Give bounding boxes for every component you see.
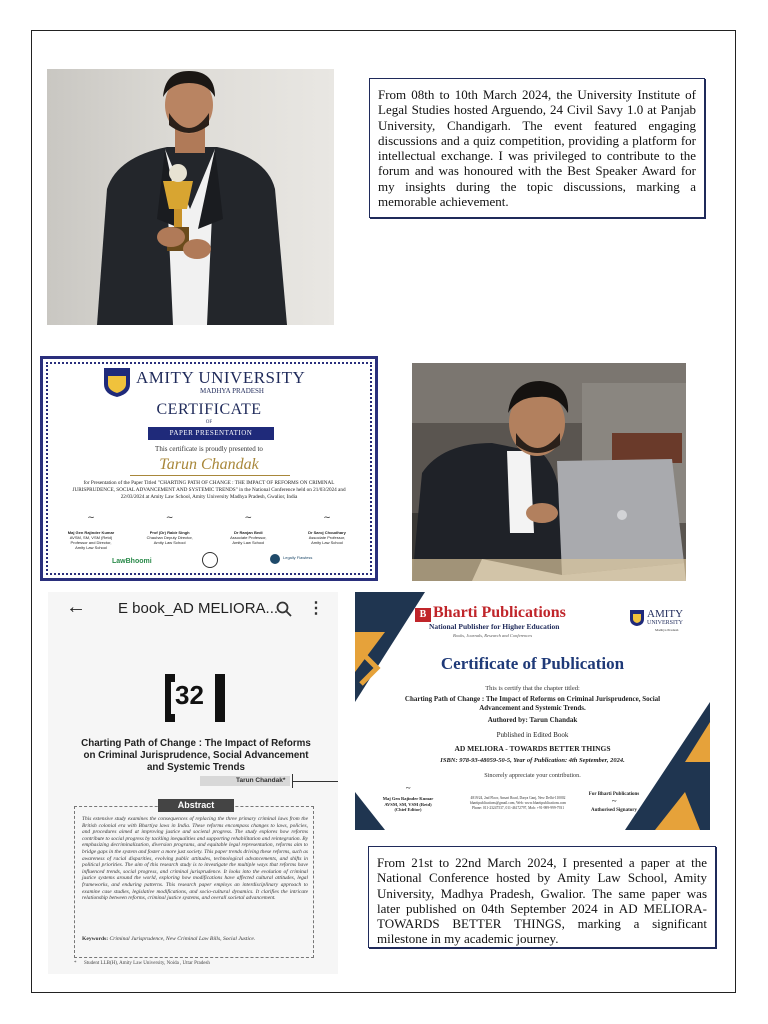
cert1-sig-line: Associate Professor, xyxy=(230,535,267,540)
event-description-text: From 08th to 10th March 2024, the University Institute of Legal Studies hosted Arguendo, 24 Civil Savy 1.0 at Panjab University, Chandigarh. The event featured engaging discussions and a quiz competition, providing a platform for intellectual exchange. I was privileged to contribute to the forum and was honoured with the Best Speaker Award for my insights during the topic discussions, marking a memorable achievement. xyxy=(378,87,696,210)
footnote: * Student LLB(H), Amity Law University, Noida , Uttar Pradesh xyxy=(74,961,210,966)
amity-shield-icon xyxy=(102,366,132,398)
cert2-auth-signatory: Authorised Signatory xyxy=(591,808,637,813)
cert2-signature-left: ~ Maj Gen Rajinder Kumar AVSM, SM, VSM (Retd) (Chief Editor) xyxy=(373,786,443,813)
cert1-signatory: ~ Dr Saroj Choudhary Associate Professor, Amity Law School xyxy=(290,516,364,556)
cert2-publisher-sub: Books, Journals, Research and Conferences xyxy=(453,633,533,638)
cert2-publisher: Bharti Publications xyxy=(433,604,566,621)
cert2-address xyxy=(453,796,583,811)
cert1-sponsor-logo-icon xyxy=(270,554,280,564)
cert1-signatory: ~ Prof (Dr) Rabir Singh Chauhan Deputy Director, Amity Law School xyxy=(133,516,207,556)
cert1-sig-name: Prof (Dr) Rabir Singh xyxy=(149,530,190,535)
cert1-of: OF xyxy=(205,420,213,425)
cert2-sig1-name: Maj Gen Rajinder Kumar xyxy=(382,796,434,801)
conference-description-text: From 21st to 22nd March 2024, I presented a paper at the National Conference hosted by Amity Law School, Amity University, Madhya Pradesh, Gwalior. The same paper was later published on 04th September 2024 in AD MELIORA-TOWARDS BETTER THINGS, marking a significant milestone in my academic journey. xyxy=(377,855,707,947)
cert2-isbn: ISBN: 978-93-48059-50-5, Year of Publication: 4th September, 2024. xyxy=(440,757,625,764)
cert2-sig1-line2: AVSM, SM, VSM (Retd) xyxy=(384,801,432,807)
amity-shield-icon xyxy=(629,609,645,627)
cert1-name-underline xyxy=(130,475,290,476)
chapter-heading: Charting Path of Change : The Impact of Reforms on Criminal Jurisprudence, Social Advancement and Systemic Trends xyxy=(81,738,311,773)
cert2-appreciate: Sincerely appreciate your contribution. xyxy=(484,772,581,779)
author-line xyxy=(292,781,338,782)
cert1-sig-line: Professor and Director, xyxy=(70,540,112,545)
cert2-authored: Authored by: Tarun Chandak xyxy=(487,716,578,724)
cert2-publisher-tag: National Publisher for Higher Education xyxy=(429,622,560,631)
ebook-page xyxy=(48,592,338,974)
certificate-paper-presentation xyxy=(40,356,378,581)
cert2-amity: AMITY xyxy=(647,608,684,620)
cert1-seal-icon xyxy=(202,552,218,568)
cert1-sponsor-legally: Legally Flawless xyxy=(283,555,313,560)
cert2-book: AD MELIORA - TOWARDS BETTER THINGS xyxy=(454,744,611,753)
cert1-sig-name: Maj Gen Rajinder Kumar xyxy=(67,530,115,535)
back-arrow-icon[interactable]: ← xyxy=(66,596,86,618)
cert2-amity-region: Madhya Pradesh xyxy=(655,628,679,632)
author-line-tick xyxy=(292,774,293,788)
certificate-publication xyxy=(355,592,710,830)
cert1-region: MADHYA PRADESH xyxy=(200,387,264,395)
chapter-author: Tarun Chandak* xyxy=(236,777,286,784)
keywords-row xyxy=(82,936,308,942)
cert1-sponsor-lawbhoomi: LawBhoomi xyxy=(112,558,152,565)
more-options-icon[interactable]: ⋮ xyxy=(308,600,324,617)
cert1-title: CERTIFICATE xyxy=(156,401,262,418)
ebook-app-title: E book_AD MELIORA... xyxy=(118,600,279,617)
cert2-amity-university: UNIVERSITY xyxy=(647,620,683,626)
cert1-university: AMITY UNIVERSITY xyxy=(136,368,306,387)
cert2-address-line: bhartipublications@gmail.com, Web: www.bhartipublications.com xyxy=(469,801,567,805)
conference-description-box xyxy=(368,846,716,948)
cert1-body: for Presentation of the Paper Titled "CHARTING PATH OF CHANGE : THE IMPACT OF REFORMS ON CRIMINAL JURISPRUDENCE, SOCIAL ADVANCEMENT AND SYSTEMIC TRENDS" in the National Conference held on 21/03/2024 and 22/03/2024 at Amity Law School, Amity University Madhya Pradesh, Gwalior, India xyxy=(72,480,346,500)
abstract-label-bg xyxy=(158,799,234,812)
cert1-sig-name: Dr Saroj Choudhary xyxy=(308,530,346,535)
abstract-label: Abstract xyxy=(177,800,215,810)
cert1-ribbon xyxy=(148,427,274,440)
cert1-sig-line: Amity Law School xyxy=(311,540,343,545)
cert1-ribbon-label: PAPER PRESENTATION xyxy=(169,429,253,437)
cert2-address-line: 4819/24, 2nd Floor, Ansari Road, Darya Ganj, New Delhi-110002 xyxy=(470,796,566,800)
cert2-published-in: Published in Edited Book xyxy=(496,731,569,739)
cert1-sig-line: Amity Law School xyxy=(153,540,186,545)
cert2-sig1-line3: (Chief Editor) xyxy=(394,807,422,812)
cert1-sig-line: Chauhan Deputy Director, xyxy=(146,535,193,540)
cert1-sig-line: Amity Law School xyxy=(232,540,265,545)
cert2-title: Certificate of Publication xyxy=(440,654,625,673)
cert1-signatory: ~ Dr Ranjan Bedi Associate Professor, Amity Law School xyxy=(211,516,285,556)
cert1-sig-line: Amity Law School xyxy=(75,545,107,550)
event-description-box xyxy=(369,78,705,218)
chapter-number: 32 xyxy=(175,680,204,710)
cert1-recipient-name: Tarun Chandak xyxy=(159,456,259,473)
keywords-text: Criminal Jurisprudence, New Criminal Law Bills, Social Justice. xyxy=(109,936,256,942)
cert2-address-line: Phone: 011-23247537, 011-46172797, Mob: +91-989-999-7931 xyxy=(472,806,564,810)
keywords-label: Keywords: xyxy=(82,936,109,942)
search-icon[interactable] xyxy=(276,601,292,617)
cert2-signature-right: For Bharti Publications ~ Authorised Signatory xyxy=(579,792,649,814)
cert1-sig-line: Associate Professor, xyxy=(308,535,346,540)
cert1-sig-line: AVSM, SM, VSM (Retd) xyxy=(69,535,113,540)
cert1-signatory: ~ Maj Gen Rajinder Kumar AVSM, SM, VSM (Retd) Professor and Director, Amity Law School xyxy=(54,516,128,556)
bharti-logo-icon: B xyxy=(415,608,431,622)
cert1-proud: This certificate is proudly presented to xyxy=(155,445,263,453)
photo-award-trophy xyxy=(47,69,334,325)
abstract-text: This extensive study examines the consequences of replacing the three primary criminal laws from the British colonial era with Bhartiya laws in India. These reforms encompass changes to laws, policies, and procedures aimed at improving justice and societal progress. The study explores how reforms contribute to social progress by tackling inequalities and supporting rehabilitation and reintegration. By emphasizing decriminalization, diversion programs, and equitable legal representation, reforms aim to bridge gaps in the system and foster a more just society. This paper trends driving these reforms, such as awareness of racial disparities, evolving public attitudes, technological advancements, and shifts in political priorities. The aim of this research study is to investigate the multiple ways that reforms have influenced trends, social progress, and criminal jurisprudence. It looks into the evolution of criminal justice systems around the world, exploring how modifications have affected cultural attitudes, legal frameworks, and enduring patterns. This research paper employs an interdisciplinary approach to examine case studies, legislative modifications, and socio-cultural dynamics. It clarifies the intricate relationship between reforms, criminal justice systems, and overall societal advancement. xyxy=(82,816,308,902)
cert2-for-label: For Bharti Publications xyxy=(588,792,640,797)
cert2-line1: This is certify that the chapter titled: xyxy=(485,685,580,692)
cert1-sig-name: Dr Ranjan Bedi xyxy=(233,530,263,535)
photo-laptop xyxy=(412,363,686,581)
cert1-signatories xyxy=(54,513,364,556)
cert2-chapter: Charting Path of Change : The Impact of Reforms on Criminal Jurisprudence, Social Advancement and Systemic Trends. xyxy=(404,695,661,712)
